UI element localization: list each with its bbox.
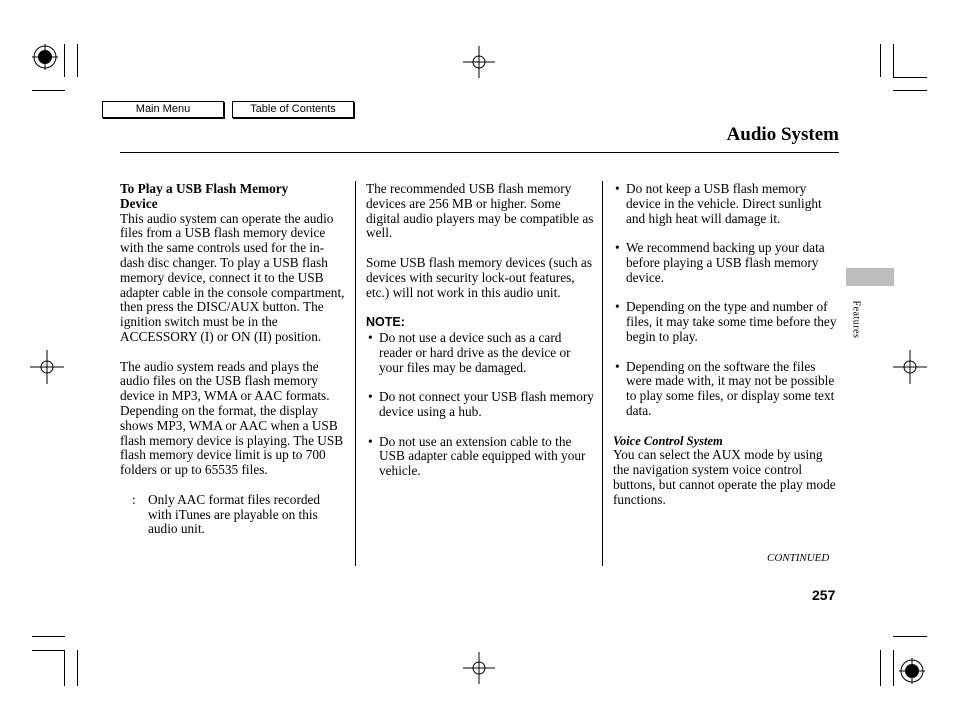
registration-mark-icon (897, 656, 927, 686)
crosshair-icon (893, 350, 927, 384)
paragraph: You can select the AUX mode by using the navigation system voice control buttons, but cannot operate the play mode functions. (613, 447, 836, 507)
list-item: • Depending on the software the files were made with, it may not be possible to play some files, or display some text data. (613, 360, 841, 419)
list-item: • Do not connect your USB flash memory device using a hub. (366, 390, 594, 420)
list-item: • Depending on the type and number of files, it may take some time before they begin to play. (613, 300, 841, 344)
list-item: • We recommend backing up your data before playing a USB flash memory device. (613, 241, 841, 285)
table-of-contents-button[interactable]: Table of Contents (232, 101, 354, 118)
page-title: Audio System (726, 124, 839, 145)
main-menu-button[interactable]: Main Menu (102, 101, 224, 118)
paragraph: This audio system can operate the audio files from a USB flash memory device with the same controls used for the in-dash disc changer. To play a USB flash memory device, connect it to the USB adapter cable in the console compartment, then press the DISC/AUX button. The ignition switch must be in the ACCESSORY (I) or ON (II) position. (120, 210, 345, 344)
footnote (120, 493, 346, 537)
crosshair-icon (463, 652, 495, 684)
note-label: NOTE: (366, 315, 405, 330)
subheading: Voice Control System (613, 433, 723, 448)
list-item: • Do not keep a USB flash memory device in the vehicle. Direct sunlight and high heat will damage it. (613, 182, 841, 226)
column-3 (613, 182, 841, 522)
column-divider (355, 181, 356, 566)
continued-label: CONTINUED (767, 552, 830, 564)
crosshair-icon (463, 46, 495, 78)
note-list (366, 331, 594, 479)
page-number: 257 (812, 587, 836, 603)
section-heading: To Play a USB Flash Memory Device (120, 181, 289, 211)
column-1 (120, 182, 346, 537)
list-item: • Do not use a device such as a card reader or hard drive as the device or your files may be damaged. (366, 331, 594, 375)
list-item: • Do not use an extension cable to the USB adapter cable equipped with your vehicle. (366, 435, 594, 479)
column-2 (366, 182, 594, 494)
footnote-text: Only AAC format files recorded with iTunes are playable on this audio unit. (148, 491, 321, 537)
column-divider (602, 181, 603, 566)
footnote-marker: : (132, 491, 136, 507)
section-tab[interactable] (846, 268, 894, 286)
section-tab-label: Features (850, 300, 862, 339)
bullet-list (613, 182, 841, 419)
registration-mark-icon (30, 42, 60, 72)
crosshair-icon (30, 350, 64, 384)
title-rule (120, 152, 839, 153)
paragraph: Some USB flash memory devices (such as devices with security lock-out features, etc.) will not work in this audio unit. (366, 254, 593, 300)
paragraph: The recommended USB flash memory devices are 256 MB or higher. Some digital audio players may be compatible as well. (366, 181, 594, 241)
paragraph: The audio system reads and plays the audio files on the USB flash memory device in MP3, WMA or AAC formats. Depending on the format, the display shows MP3, WMA or AAC when a USB flash memory device is playing. The USB flash memory device limit is up to 700 folders or up to 65535 files. (120, 358, 344, 478)
